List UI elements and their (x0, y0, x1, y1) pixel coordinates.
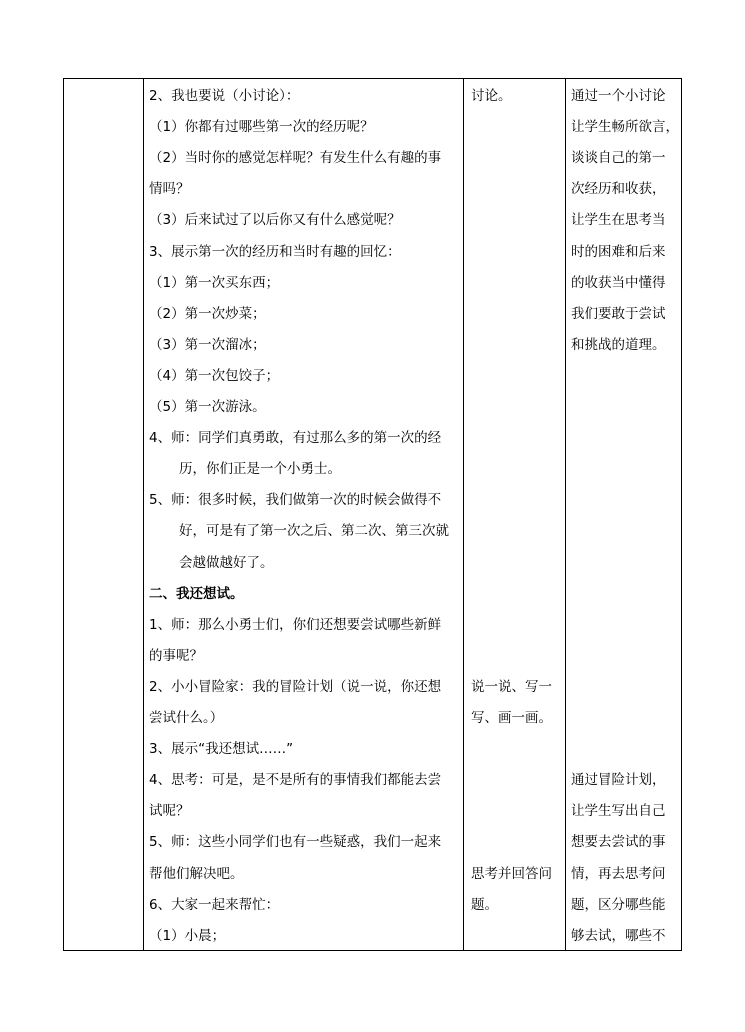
purpose-line: 想要去尝试的事 (571, 834, 666, 851)
purpose-line: 和挑战的道理。 (571, 336, 666, 353)
column-divider (565, 79, 566, 950)
content-line: 历，你们正是一个小勇士。 (179, 461, 341, 478)
content-line: 4、思考：可是，是不是所有的事情我们都能去尝 (149, 772, 442, 789)
content-line: （2）第一次炒菜； (149, 305, 266, 322)
column-divider (143, 79, 144, 950)
column-divider (463, 79, 464, 950)
activity-line: 说一说、写一 (471, 678, 552, 695)
content-line: 2、小小冒险家：我的冒险计划（说一说，你还想 (149, 678, 442, 695)
purpose-line: 通过一个小讨论 (571, 88, 666, 104)
activity-line: 讨论。 (471, 88, 512, 104)
section-label-cell (64, 79, 143, 950)
content-line: （3）后来试过了以后你又有什么感觉呢？ (149, 212, 401, 229)
content-line: 1、师：那么小勇士们，你们还想要尝试哪些新鲜 (149, 616, 442, 633)
content-line: 3、展示“我还想试……” (149, 741, 294, 758)
purpose-line: 让学生在思考当 (571, 212, 666, 229)
content-line: 5、师：很多时候，我们做第一次的时候会做得不 (149, 492, 442, 509)
content-line: 6、大家一起来帮忙： (149, 896, 280, 913)
student-activity-cell (471, 79, 563, 950)
content-line: 好，可是有了第一次之后、第二次、第三次就 (179, 523, 449, 540)
content-line: 4、师：同学们真勇敢，有过那么多的第一次的经 (149, 430, 442, 447)
content-line: 5、师：这些小同学们也有一些疑惑，我们一起来 (149, 834, 442, 851)
content-line: （4）第一次包饺子； (149, 367, 280, 384)
activity-line: 题。 (471, 896, 498, 913)
purpose-line: 通过冒险计划， (571, 772, 666, 789)
content-line: 会越做越好了。 (179, 554, 274, 571)
content-line: 尝试什么。） (149, 710, 224, 726)
content-line: （1）你都有过哪些第一次的经历呢？ (149, 119, 374, 136)
content-line: 3、展示第一次的经历和当时有趣的回忆： (149, 243, 401, 260)
purpose-line: 让学生畅所欲言， (571, 119, 679, 136)
section-heading: 二、我还想试。 (149, 585, 244, 602)
purpose-line: 的收获当中懂得 (571, 274, 666, 291)
purpose-line: 情，再去思考问 (571, 865, 666, 882)
content-line: （5）第一次游泳。 (149, 399, 266, 415)
purpose-line: 谈谈自己的第一 (571, 150, 666, 167)
content-line: （2）当时你的感觉怎样呢？有发生什么有趣的事 (149, 150, 442, 167)
content-line: 试呢？ (149, 803, 190, 820)
content-line: 帮他们解决吧。 (149, 865, 244, 882)
teaching-content-cell (149, 79, 461, 950)
content-line: （1）小晨； (149, 927, 226, 944)
content-line: 的事呢？ (149, 647, 203, 664)
content-line: 2、我也要说（小讨论）： (149, 88, 300, 104)
purpose-line: 我们要敢于尝试 (571, 305, 666, 322)
activity-line: 思考并回答问 (471, 865, 552, 882)
activity-line: 写、画一画。 (471, 710, 552, 726)
content-line: （3）第一次溜冰； (149, 336, 266, 353)
content-line: （1）第一次买东西； (149, 274, 280, 291)
purpose-line: 够去试，哪些不 (571, 927, 666, 944)
purpose-line: 题，区分哪些能 (571, 896, 666, 913)
purpose-line: 时的困难和后来 (571, 243, 666, 260)
content-line: 情吗？ (149, 181, 190, 198)
lesson-plan-table (63, 78, 682, 951)
design-intent-cell (571, 79, 681, 950)
purpose-line: 次经历和收获， (571, 181, 666, 198)
purpose-line: 让学生写出自己 (571, 803, 666, 820)
